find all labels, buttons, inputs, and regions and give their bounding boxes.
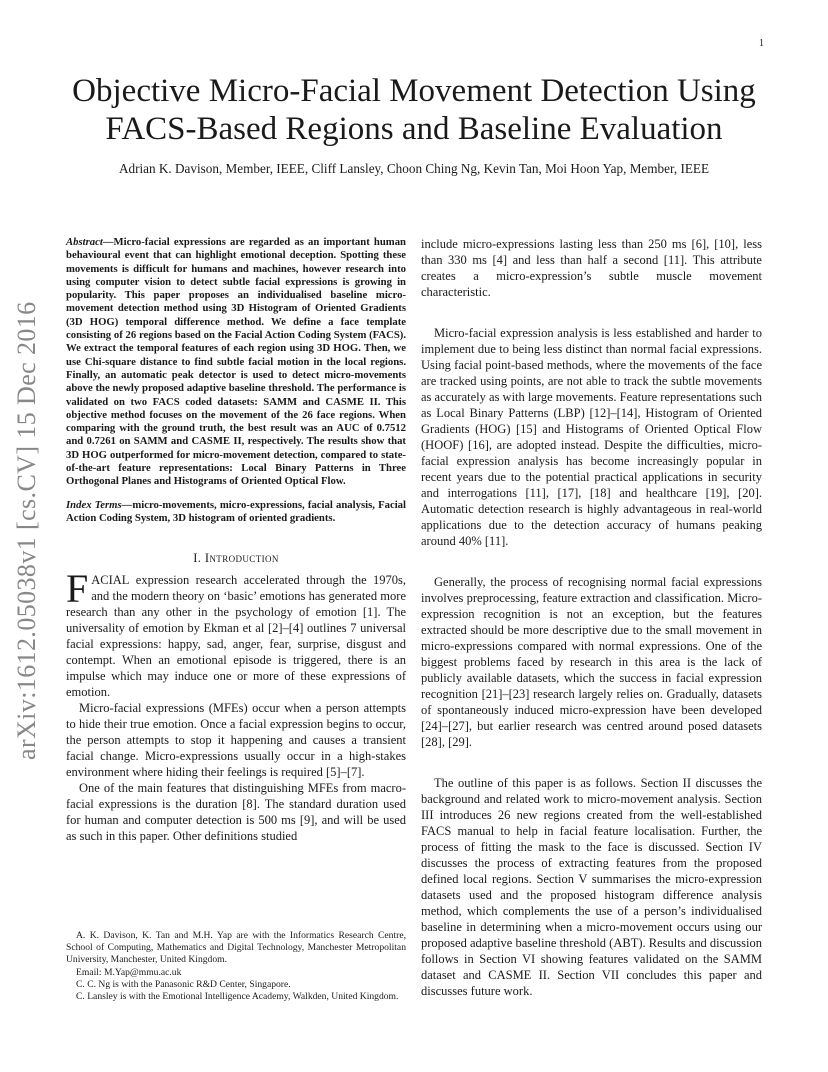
index-terms-text: micro-movements, micro-expressions, facial analysis, Facial Action Coding System, 3D histogram of oriented gradients.: [66, 498, 406, 524]
right-paragraph-2: Micro-facial expression analysis is less established and harder to implement due to being less distinct than normal facial expressions. Using facial point-based methods, where the movements of the face are tracked using points, are not able to track the subtle movements as accurately as with large movements. Feature representations such as Local Binary Patterns (LBP) [12]–[14], Histogram of Oriented Gradients (HOG) [15] and Histograms of Oriented Optical Flow (HOOF) [16], are adopted instead. Despite the difficulties, micro-facial expression analysis has become increasingly popular in recent years due to the potential practical applications in security and interrogations [11], [17], [18] and healthcare [19], [20]. Automatic detection research is highly advantageous in real-world applications due to the detection accuracy of humans peaking around 40% [11].: [421, 326, 762, 548]
author-list: Adrian K. Davison, Member, IEEE, Cliff Lansley, Choon Ching Ng, Kevin Tan, Moi Hoon Yap, Member, IEEE: [118, 161, 710, 176]
intro-paragraph-1: [66, 566, 406, 700]
section-numeral: I.: [193, 551, 205, 566]
section-name: Introduction: [204, 551, 279, 566]
intro-paragraph-3: One of the main features that distinguishing MFEs from macro-facial expressions is the duration [8]. The standard duration used for human and computer detection is 500 ms [9], and will be used as such in this paper. Other definitions studied: [66, 781, 406, 844]
abstract-label: Abstract—: [66, 236, 114, 248]
abstract: [66, 236, 406, 489]
footnote-affiliation: A. K. Davison, K. Tan and M.H. Yap are with the Informatics Research Centre, School of Computing, Mathematics and Digital Technology, Manchester Metropolitan University, Manchester, United Kingdom.: [66, 930, 406, 966]
index-terms: [66, 499, 406, 526]
section-heading-introduction: [66, 551, 406, 566]
page-number: 1: [759, 38, 764, 49]
footnote-panasonic: C. C. Ng is with the Panasonic R&D Center, Singapore.: [76, 978, 291, 990]
right-paragraph-4: The outline of this paper is as follows. Section II discusses the background and related work to micro-movement analysis. Section III introduces 26 new regions created from the well-established FACS manual to help in facial feature localisation. Further, the process of fitting the mask to the face is discussed. Section IV discusses the process of extracting features from the proposed defined local regions. Section V summarises the micro-expression datasets used and the proposed histogram difference analysis method, which complements the use of a person’s individualised baseline in determining when a micro-movement occurs using our proposed adaptive baseline threshold (ABT). Results and discussion follows in Section VI showing features validated on the SAMM dataset and CASME II. Section VII concludes this paper and discusses future work.: [421, 776, 762, 998]
left-column: [66, 236, 406, 844]
right-column: [421, 236, 762, 999]
footnotes: [66, 930, 406, 1003]
right-paragraph-1: include micro-expressions lasting less than 250 ms [6], [10], less than 330 ms [4] and less than half a second [11]. This attribute creates a micro-expression’s subtle muscle movement characteristic.: [421, 237, 762, 299]
drop-cap: F: [66, 566, 89, 612]
arxiv-identifier: arXiv:1612.05038v1 [cs.CV] 15 Dec 2016: [12, 301, 41, 760]
abstract-text: Micro-facial expressions are regarded as an important human behavioural event that can highlight emotional deception. Spotting these movements is difficult for humans and machines, however research into using computer vision to detect subtle facial expressions is growing in popularity. This paper proposes an individualised baseline micro-movement detection method using 3D Histogram of Oriented Gradients (3D HOG) temporal difference method. We define a face template consisting of 26 regions based on the Facial Action Coding System (FACS). We extract the temporal features of each region using 3D HOG. Then, we use Chi-square distance to find subtle facial motion in the local regions. Finally, an automatic peak detector is used to detect micro-movements above the newly proposed adaptive baseline threshold. The performance is validated on two FACS coded datasets: SAMM and CASME II. This objective method focuses on the movement of the 26 face regions. When comparing with the ground truth, the best result was an AUC of 0.7512 and 0.7261 on SAMM and CASME II, respectively. The results show that 3D HOG outperformed for micro-movement detection, compared to state-of-the-art feature representations: Local Binary Patterns in Three Orthogonal Planes and Histograms of Oriented Optical Flow.: [66, 236, 406, 488]
right-paragraph-3: Generally, the process of recognising normal facial expressions involves preprocessing, feature extraction and classification. Micro-expression recognition is not an exception, but the features extracted should be more descriptive due to the small movement in micro-expressions compared with normal expressions. One of the biggest problems faced by research in this area is the lack of publicly available datasets, which the success in facial expression recognition [21]–[23] research largely relies on. Gradually, datasets of spontaneously induced micro-expression have been developed [24]–[27], but earlier research was centred around posed datasets [28], [29].: [421, 575, 762, 749]
first-word: ACIAL: [91, 573, 130, 588]
footnote-email: Email: M.Yap@mmu.ac.uk: [76, 966, 182, 978]
index-terms-label: Index Terms—: [66, 498, 133, 511]
intro-paragraph-2: Micro-facial expressions (MFEs) occur when a person attempts to hide their true emotion. Once a facial expression begins to occur, the person attempts to stop it happening and causes a transient facial change. Micro-expressions usually occur in a high-stakes environment where hiding their feelings is required [5]–[7].: [66, 701, 406, 780]
footnote-eia: C. Lansley is with the Emotional Intelligence Academy, Walkden, United Kingdom.: [76, 991, 399, 1003]
paper-title: Objective Micro-Facial Movement Detection Using FACS-Based Regions and Baseline Evaluation: [72, 73, 756, 147]
intro-paragraph-1-text: expression research accelerated through the 1970s, and the modern theory on ‘basic’ emotions has generated more research than any other in the psychology of emotion [1]. The universality of emotion by Ekman et al [2]–[4] outlines 7 universal facial expressions: happy, sad, anger, fear, surprise, disgust and contempt. When an emotional episode is triggered, there is an impulse which may induce one or more of these expressions of emotion.: [66, 573, 406, 700]
